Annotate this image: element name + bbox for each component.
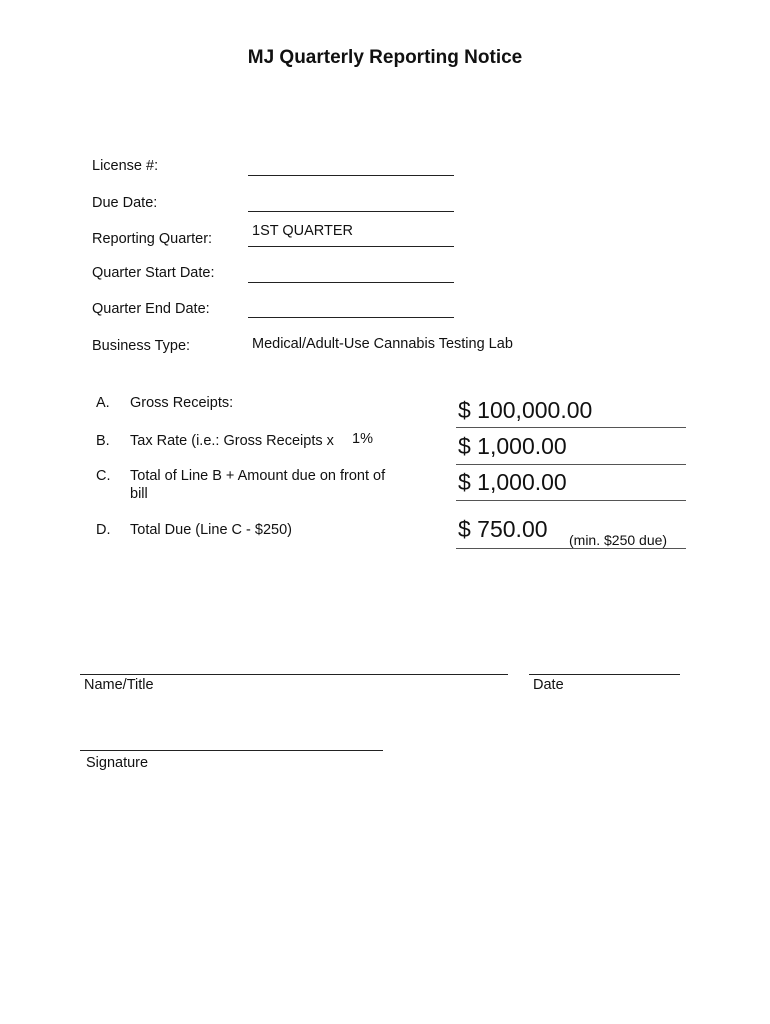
name-title-signature-line — [80, 674, 508, 675]
line-a-letter: A. — [96, 395, 110, 411]
line-d-underline — [456, 548, 686, 549]
quarter-end-label: Quarter End Date: — [92, 301, 210, 317]
line-a-underline — [456, 427, 686, 428]
line-c-label-line2: bill — [130, 486, 148, 502]
business-type-label: Business Type: — [92, 338, 191, 354]
license-underline — [248, 175, 454, 176]
line-d-note: (min. $250 due) — [569, 532, 668, 548]
name-title-label: Name/Title — [84, 677, 154, 693]
line-c-underline — [456, 500, 686, 501]
line-b-label: Tax Rate (i.e.: Gross Receipts x — [130, 433, 334, 449]
quarter-end-underline — [248, 317, 454, 318]
line-b-underline — [456, 464, 686, 465]
line-c-label-line1: Total of Line B + Amount due on front of — [130, 468, 386, 484]
line-c-letter: C. — [96, 468, 111, 484]
line-d-letter: D. — [96, 522, 111, 538]
business-type-value: Medical/Adult-Use Cannabis Testing Lab — [252, 336, 513, 352]
date-signature-line — [529, 674, 680, 675]
due-date-underline — [248, 211, 454, 212]
signature-line — [80, 750, 383, 751]
reporting-quarter-value[interactable]: 1ST QUARTER — [252, 223, 353, 239]
date-label: Date — [533, 677, 564, 693]
line-a-amount: $ 100,000.00 — [458, 397, 593, 423]
quarter-start-label: Quarter Start Date: — [92, 265, 215, 281]
line-b-letter: B. — [96, 433, 110, 449]
line-b-rate: 1% — [352, 431, 373, 447]
reporting-quarter-label: Reporting Quarter: — [92, 231, 213, 247]
line-a-label: Gross Receipts: — [130, 395, 234, 411]
signature-label: Signature — [86, 755, 149, 771]
quarter-start-underline — [248, 282, 454, 283]
line-d-label: Total Due (Line C - $250) — [130, 522, 292, 538]
line-d-amount: $ 750.00 — [458, 516, 548, 542]
reporting-quarter-underline — [248, 246, 454, 247]
license-label: License #: — [92, 158, 159, 174]
page-title: MJ Quarterly Reporting Notice — [247, 47, 523, 68]
due-date-label: Due Date: — [92, 195, 158, 211]
line-b-amount: $ 1,000.00 — [458, 433, 567, 459]
line-c-amount: $ 1,000.00 — [458, 469, 567, 495]
